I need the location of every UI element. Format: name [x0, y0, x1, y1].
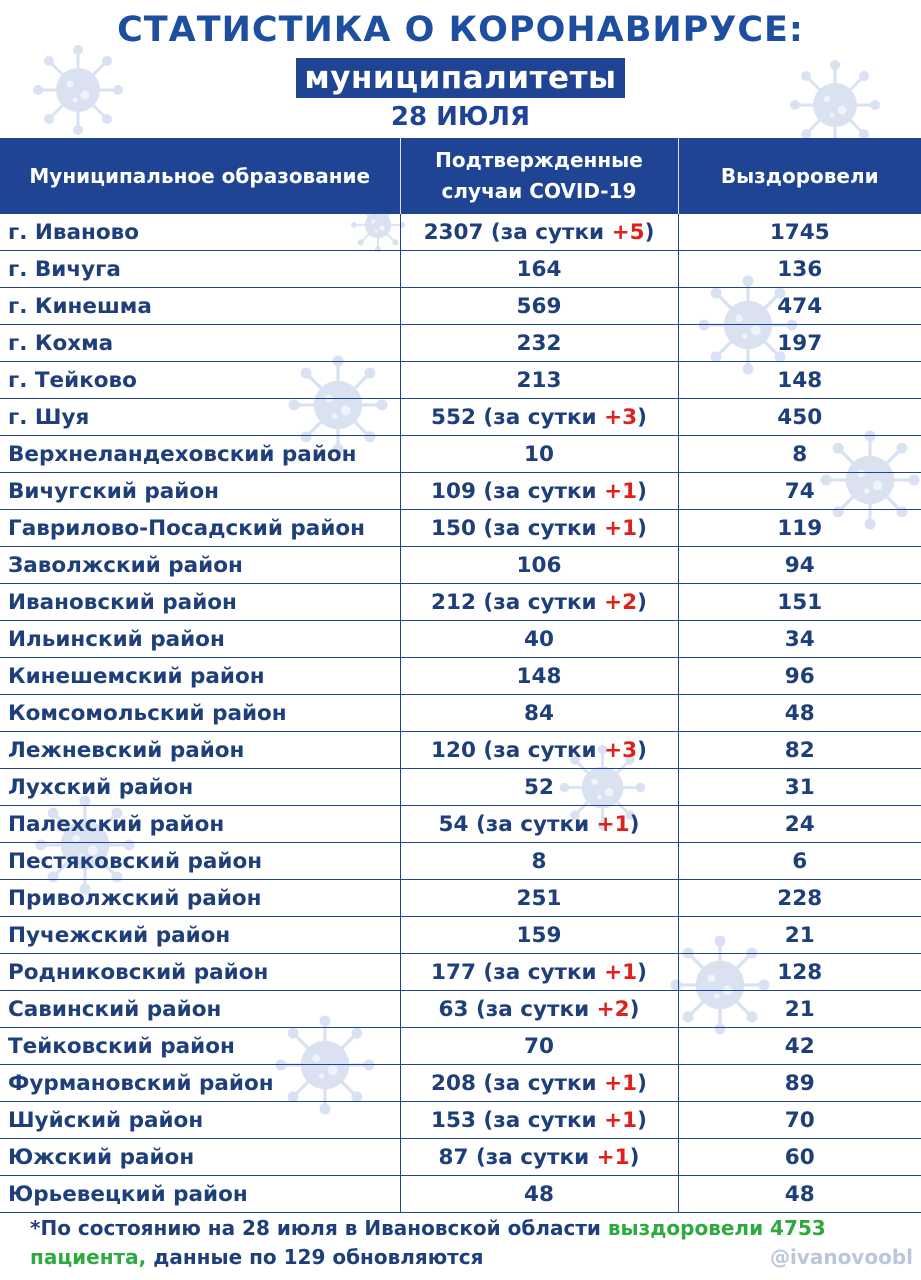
- confirmed-cell: 120 (за сутки +3): [400, 732, 678, 769]
- confirmed-count: 63: [438, 996, 469, 1022]
- confirmed-cell: [400, 288, 678, 325]
- municipality-name: г. Тейково: [0, 362, 400, 399]
- recovered-count: 48: [678, 1176, 921, 1213]
- table-row: [0, 436, 921, 473]
- daily-increment: +1: [596, 1144, 630, 1170]
- daily-increment: +3: [604, 404, 638, 430]
- daily-label: за сутки: [493, 959, 597, 985]
- daily-increment: +1: [604, 515, 638, 541]
- table-row: [0, 880, 921, 917]
- municipality-name: Пестяковский район: [0, 843, 400, 880]
- municipality-name: Лухский район: [0, 769, 400, 806]
- municipality-name: Ивановский район: [0, 584, 400, 621]
- table-body: [0, 214, 921, 1213]
- confirmed-cell: [400, 436, 678, 473]
- confirmed-count: 84: [524, 700, 554, 726]
- daily-label: за сутки: [493, 515, 597, 541]
- recovered-count: 24: [678, 806, 921, 843]
- confirmed-count: 148: [516, 663, 562, 689]
- confirmed-count: 70: [524, 1033, 554, 1059]
- confirmed-cell: [400, 621, 678, 658]
- municipality-name: Вичугский район: [0, 473, 400, 510]
- confirmed-cell: 552 (за сутки +3): [400, 399, 678, 436]
- confirmed-cell: 150 (за сутки +1): [400, 510, 678, 547]
- daily-increment: +2: [596, 996, 630, 1022]
- confirmed-count: 150: [431, 515, 476, 541]
- recovered-count: 128: [678, 954, 921, 991]
- table-row: [0, 658, 921, 695]
- confirmed-count: 10: [524, 441, 554, 467]
- confirmed-cell: [400, 251, 678, 288]
- confirmed-count: 213: [516, 367, 562, 393]
- subtitle-container: [0, 58, 921, 98]
- recovered-count: 60: [678, 1139, 921, 1176]
- confirmed-cell: [400, 547, 678, 584]
- confirmed-count: 40: [524, 626, 554, 652]
- confirmed-count: 2307: [423, 219, 484, 245]
- municipality-name: Тейковский район: [0, 1028, 400, 1065]
- confirmed-cell: 177 (за сутки +1): [400, 954, 678, 991]
- daily-label: за сутки: [493, 737, 597, 763]
- recovered-count: 8: [678, 436, 921, 473]
- confirmed-count: 153: [431, 1107, 476, 1133]
- confirmed-count: 48: [524, 1181, 554, 1207]
- confirmed-cell: [400, 362, 678, 399]
- municipality-name: Приволжский район: [0, 880, 400, 917]
- daily-label: за сутки: [493, 404, 597, 430]
- table-row: [0, 362, 921, 399]
- subtitle-banner: муниципалитеты: [296, 58, 624, 98]
- table-row: [0, 325, 921, 362]
- confirmed-cell: 208 (за сутки +1): [400, 1065, 678, 1102]
- daily-label: за сутки: [493, 589, 597, 615]
- confirmed-cell: 109 (за сутки +1): [400, 473, 678, 510]
- daily-label: за сутки: [493, 1107, 597, 1133]
- municipality-name: г. Вичуга: [0, 251, 400, 288]
- recovered-count: 89: [678, 1065, 921, 1102]
- municipality-name: Палехский район: [0, 806, 400, 843]
- municipality-name: Лежневский район: [0, 732, 400, 769]
- municipality-name: Родниковский район: [0, 954, 400, 991]
- daily-increment: +2: [604, 589, 638, 615]
- confirmed-count: 8: [531, 848, 547, 874]
- recovered-count: 96: [678, 658, 921, 695]
- confirmed-count: 552: [431, 404, 476, 430]
- table-row: [0, 1139, 921, 1176]
- confirmed-cell: [400, 880, 678, 917]
- daily-increment: +1: [604, 478, 638, 504]
- recovered-count: 34: [678, 621, 921, 658]
- table-row: [0, 695, 921, 732]
- confirmed-cell: 87 (за сутки +1): [400, 1139, 678, 1176]
- table-row: [0, 214, 921, 251]
- table-row: [0, 769, 921, 806]
- footnote-text-end: данные по 129 обновляются: [146, 1245, 484, 1269]
- daily-increment: +1: [604, 959, 638, 985]
- recovered-count: 82: [678, 732, 921, 769]
- daily-increment: +1: [596, 811, 630, 837]
- table-row: [0, 399, 921, 436]
- municipality-name: Савинский район: [0, 991, 400, 1028]
- recovered-count: 94: [678, 547, 921, 584]
- table-row: [0, 288, 921, 325]
- municipality-name: Заволжский район: [0, 547, 400, 584]
- confirmed-count: 106: [516, 552, 562, 578]
- confirmed-cell: 153 (за сутки +1): [400, 1102, 678, 1139]
- confirmed-count: 54: [438, 811, 469, 837]
- page-title: СТАТИСТИКА О КОРОНАВИРУСЕ:: [117, 10, 804, 50]
- daily-label: за сутки: [500, 219, 605, 245]
- recovered-count: 148: [678, 362, 921, 399]
- column-header-recovered: Выздоровели: [678, 138, 921, 214]
- table-row: [0, 917, 921, 954]
- recovered-count: 21: [678, 991, 921, 1028]
- confirmed-cell: [400, 658, 678, 695]
- municipality-name: Верхнеландеховский район: [0, 436, 400, 473]
- confirmed-count: 52: [524, 774, 554, 800]
- municipality-name: Пучежский район: [0, 917, 400, 954]
- confirmed-cell: 63 (за сутки +2): [400, 991, 678, 1028]
- confirmed-cell: 54 (за сутки +1): [400, 806, 678, 843]
- daily-increment: +5: [611, 219, 645, 245]
- daily-label: за сутки: [485, 811, 590, 837]
- recovered-count: 42: [678, 1028, 921, 1065]
- confirmed-cell: [400, 695, 678, 732]
- daily-label: за сутки: [485, 996, 590, 1022]
- recovered-count: 1745: [678, 214, 921, 251]
- municipality-stats-table: [0, 138, 921, 1213]
- recovered-count: 70: [678, 1102, 921, 1139]
- confirmed-count: 212: [431, 589, 476, 615]
- table-row: [0, 547, 921, 584]
- table-row: [0, 1065, 921, 1102]
- recovered-count: 136: [678, 251, 921, 288]
- confirmed-count: 232: [516, 330, 562, 356]
- table-row: [0, 806, 921, 843]
- recovered-count: 228: [678, 880, 921, 917]
- table-row: [0, 251, 921, 288]
- table-row: [0, 1028, 921, 1065]
- recovered-count: 197: [678, 325, 921, 362]
- confirmed-count: 120: [431, 737, 476, 763]
- footnote-text: *По состоянию на 28 июля в Ивановской области: [30, 1216, 608, 1240]
- recovered-count: 21: [678, 917, 921, 954]
- table-row: [0, 621, 921, 658]
- footnote-recovered-highlight: выздоровели 4753 пациента,: [30, 1216, 826, 1269]
- municipality-name: Комсомольский район: [0, 695, 400, 732]
- table-row: [0, 843, 921, 880]
- municipality-name: Ильинский район: [0, 621, 400, 658]
- municipality-name: Гаврилово-Посадский район: [0, 510, 400, 547]
- recovered-count: 450: [678, 399, 921, 436]
- municipality-name: Южский район: [0, 1139, 400, 1176]
- confirmed-cell: 212 (за сутки +2): [400, 584, 678, 621]
- municipality-name: Фурмановский район: [0, 1065, 400, 1102]
- social-handle: @ivanovoobl: [769, 1245, 913, 1269]
- table-row: [0, 473, 921, 510]
- table-row: [0, 1102, 921, 1139]
- confirmed-count: 251: [516, 885, 562, 911]
- confirmed-count: 87: [438, 1144, 469, 1170]
- municipality-name: г. Шуя: [0, 399, 400, 436]
- daily-label: за сутки: [493, 1070, 597, 1096]
- municipality-name: г. Кохма: [0, 325, 400, 362]
- confirmed-count: 109: [431, 478, 476, 504]
- daily-increment: +1: [604, 1107, 638, 1133]
- confirmed-count: 159: [516, 922, 562, 948]
- table-row: [0, 1176, 921, 1213]
- table-row: [0, 991, 921, 1028]
- recovered-count: 31: [678, 769, 921, 806]
- table-row: [0, 584, 921, 621]
- column-header-municipality: Муниципальное образование: [0, 138, 400, 214]
- confirmed-cell: [400, 1176, 678, 1213]
- municipality-name: г. Кинешма: [0, 288, 400, 325]
- confirmed-cell: [400, 769, 678, 806]
- confirmed-count: 164: [516, 256, 562, 282]
- municipality-name: Шуйский район: [0, 1102, 400, 1139]
- confirmed-cell: [400, 843, 678, 880]
- confirmed-count: 569: [516, 293, 562, 319]
- table-row: [0, 954, 921, 991]
- daily-label: за сутки: [485, 1144, 590, 1170]
- confirmed-cell: 2307 (за сутки +5): [400, 214, 678, 251]
- municipality-name: Кинешемский район: [0, 658, 400, 695]
- recovered-count: 151: [678, 584, 921, 621]
- recovered-count: 119: [678, 510, 921, 547]
- recovered-count: 48: [678, 695, 921, 732]
- confirmed-cell: [400, 325, 678, 362]
- municipality-name: Юрьевецкий район: [0, 1176, 400, 1213]
- daily-increment: +3: [604, 737, 638, 763]
- column-header-confirmed: Подтвержденные случаи COVID-19: [400, 138, 678, 214]
- confirmed-count: 208: [431, 1070, 476, 1096]
- table-row: [0, 510, 921, 547]
- daily-label: за сутки: [493, 478, 597, 504]
- report-date: 28 ИЮЛЯ: [390, 102, 531, 132]
- daily-increment: +1: [604, 1070, 638, 1096]
- recovered-count: 74: [678, 473, 921, 510]
- recovered-count: 474: [678, 288, 921, 325]
- table-header-row: [0, 138, 921, 214]
- confirmed-count: 177: [431, 959, 476, 985]
- recovered-count: 6: [678, 843, 921, 880]
- municipality-name: г. Иваново: [0, 214, 400, 251]
- footnote: [30, 1214, 890, 1272]
- confirmed-cell: [400, 1028, 678, 1065]
- table-row: [0, 732, 921, 769]
- confirmed-cell: [400, 917, 678, 954]
